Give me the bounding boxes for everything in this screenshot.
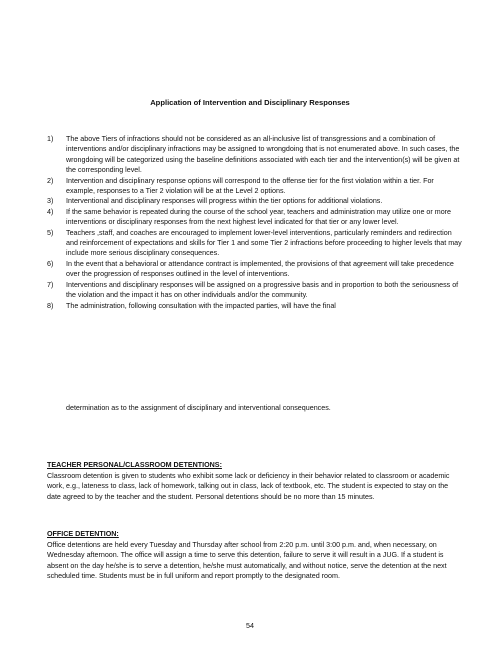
- list-item: [47, 280, 462, 301]
- page-title: Application of Intervention and Disciplinary Responses: [150, 98, 350, 107]
- section-heading-office-detention: OFFICE DETENTION:: [47, 530, 119, 538]
- closing-paragraph: determination as to the assignment of disciplinary and interventional consequences.: [66, 404, 331, 412]
- list-item-number: 8): [47, 301, 54, 310]
- section-body-office-detention: Office detentions are held every Tuesday and Thursday after school from 2:20 p.m. until 3:00 p.m. and, when necessary, on Wednesday afternoon. The office will assign a time to serve this detention, failure to serve it will result in a JUG. If a student is absent on the day he/she is to serve a detention, he/she must automatically, and without notice, serve the detention at the next scheduled time. Students must be in full uniform and report promptly to the designated room.: [47, 541, 447, 581]
- list-item: [47, 207, 462, 228]
- list-item-text: The administration, following consultation with the impacted parties, will have the final: [66, 301, 336, 310]
- list-item: [47, 301, 462, 311]
- list-item-number: 7): [47, 280, 54, 289]
- list-item-text: Teachers ,staff, and coaches are encouraged to implement lower-level interventions, particularly reminders and redirection and reinforcement of expectations and skills for Tier 1 and some Tier 2 infractions before proceeding to higher levels that may include more serious disciplinary consequences.: [66, 228, 462, 258]
- list-item-number: 4): [47, 207, 54, 216]
- list-item-number: 5): [47, 228, 54, 237]
- section-body-classroom-detentions: Classroom detention is given to students who exhibit some lack or deficiency in their behavior related to classroom or academic work, e.g., lateness to class, lack of homework, talking out in class, lack of textbook, etc. The student is expected to stay on the date agreed to by the teacher and the student. Personal detentions should be no more than 15 minutes.: [47, 472, 450, 501]
- list-item-number: 6): [47, 259, 54, 268]
- list-item-number: 3): [47, 197, 54, 206]
- list-item: [47, 134, 462, 176]
- list-item-text: In the event that a behavioral or attendance contract is implemented, the provisions of that agreement will take precedence over the progression of responses outlined in the level of interventions.: [66, 259, 454, 279]
- list-item: [47, 176, 462, 197]
- list-item-number: 2): [47, 176, 54, 185]
- list-item: [47, 196, 462, 206]
- list-item-text: Interventions and disciplinary responses will be assigned on a progressive basis and in proportion to both the seriousness of the violation and the impact it has on other individuals and/or the community.: [66, 280, 459, 300]
- page-number: 54: [246, 622, 254, 630]
- list-item-text: Interventional and disciplinary responses will progress within the tier options for additional violations.: [66, 197, 383, 206]
- section-heading-classroom-detentions: TEACHER PERSONAL/CLASSROOM DETENTIONS:: [47, 461, 222, 469]
- numbered-list: [47, 134, 462, 311]
- list-item: [47, 259, 462, 280]
- list-item-number: 1): [47, 135, 54, 143]
- list-item-text: If the same behavior is repeated during the course of the school year, teachers and administration may utilize one or more interventions or disciplinary responses from the next highest level indicated for that tier or any lower level.: [66, 207, 452, 227]
- list-item: [47, 228, 462, 259]
- list-item-text: Intervention and disciplinary response options will correspond to the offense tier for the first violation within a tier. For example, responses to a Tier 2 violation will be at the Level 2 options.: [66, 176, 434, 196]
- list-item-text: The above Tiers of infractions should not be considered as an all-inclusive list of transgressions and a combination of interventions and/or disciplinary infractions may be assigned to wrongdoing that is not enumerated above. In such cases, the wrongdoing will be categorized using the baseline definitions associated with each tier and the intervention(s) will be given at the corresponding level.: [66, 135, 460, 175]
